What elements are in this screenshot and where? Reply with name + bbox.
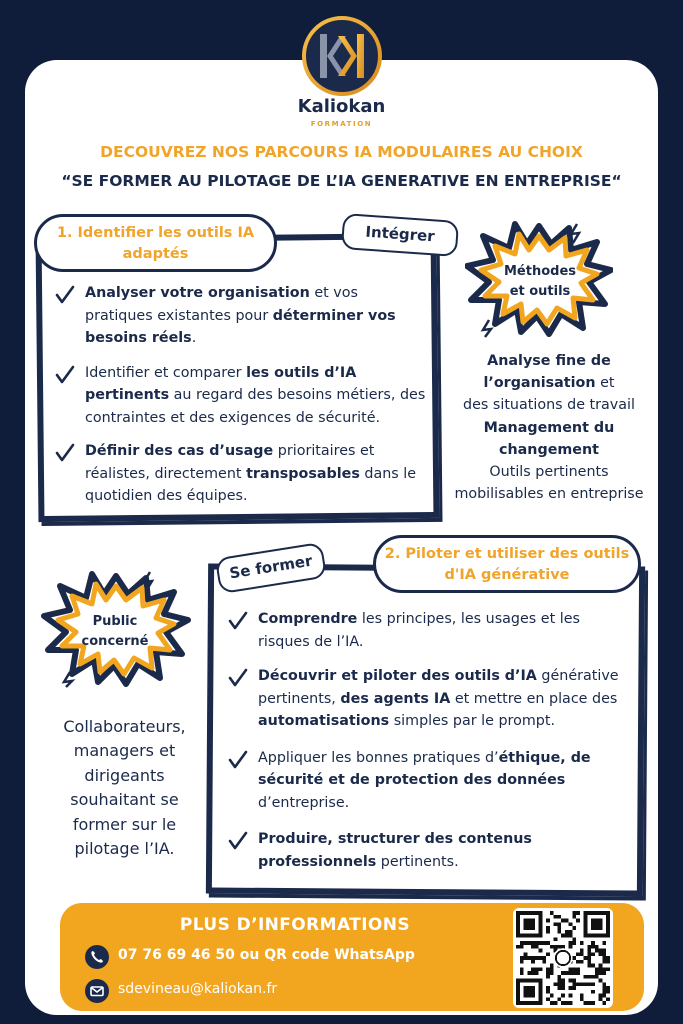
text-run: d’entreprise. [258,794,350,811]
list-item [52,440,428,508]
brand-subtitle: FORMATION [310,120,373,128]
checkmark-icon [54,442,76,464]
module2-tag: Se former [215,542,327,594]
text-run: les principes, les usages et les risques de l’IA. [258,611,580,650]
list-item [52,282,428,350]
text-run: l’organisation [483,375,596,392]
audience-line: souhaitant se [70,790,179,810]
audience-line: Collaborateurs, [63,717,186,736]
module2-title-line1: 2. Piloter et utiliser des outils [384,546,630,562]
audience-label-line2: concerné [81,634,149,650]
module1-title-line1: 1. Identifier les outils IA [56,225,255,241]
mail-icon [85,979,109,1003]
text-run: . [191,330,197,346]
audience-line: dirigeants [84,765,165,785]
text-run: Appliquer les bonnes pratiques d’ [258,749,499,766]
checkmark-icon [54,284,76,306]
module1-items [52,282,428,508]
headline-secondary: “SE FORMER AU PILOTAGE DE L’IA GENERATIVE EN ENTREPRISE“ [61,172,622,190]
footer-title: PLUS D’INFORMATIONS [179,915,411,935]
methods-line [438,350,660,372]
text-run: mobilisables en entreprise [454,486,644,503]
module1-title [34,214,277,272]
text-run: et [595,375,615,392]
qr-code-pattern [516,911,610,1005]
list-item [225,665,635,733]
text-run: Produire, structurer des contenus professionnels [258,831,532,870]
text-run: déterminer vos besoins réels [85,307,396,346]
checkmark-icon [227,667,249,689]
text-run: éthique, de sécurité et de protection des données [258,749,591,788]
brand-name: Kaliokan [297,96,386,117]
methods-line [438,372,660,394]
text-run: des agents IA [340,690,451,707]
checkmark-icon [227,749,249,771]
text-run: prioritaires et réalistes, directement [85,443,375,482]
text-run: Comprendre [258,611,358,627]
text-run: générative pertinents, [258,668,619,707]
phone-icon [85,945,109,969]
module1-title-line2: adaptés [122,246,189,263]
methods-text [438,350,660,505]
audience-text [42,715,207,861]
methods-line [438,439,660,461]
kaliokan-logo [300,14,384,98]
text-run: Découvrir et piloter des outils d’IA [258,668,537,684]
list-item [52,362,428,430]
text-run: et vos pratiques existantes pour [85,285,358,324]
text-run: Analyse fine de [487,353,611,369]
audience-line: managers et [73,741,176,761]
text-run: Outils pertinents [489,464,609,481]
contact-footer [60,903,644,1011]
checkmark-icon [227,830,249,852]
methods-label-line2: et outils [509,284,571,300]
methods-line [438,394,660,416]
headline-primary: DECOUVREZ NOS PARCOURS IA MODULAIRES AU CHOIX [100,143,583,161]
text-run: pertinents. [376,853,459,870]
text-run: simples par le prompt. [389,713,556,729]
module2-title [373,535,641,593]
audience-label [65,612,165,652]
audience-line: pilotage l’IA. [74,839,175,859]
text-run: changement [498,441,599,458]
list-item [225,608,635,653]
text-run: automatisations [258,713,390,729]
list-item [225,747,635,815]
audience-label-line1: Public [92,614,138,629]
text-run: et mettre en place des [450,690,618,707]
checkmark-icon [227,610,249,632]
methods-line [438,483,660,505]
audience-line: former sur le [72,814,177,834]
methods-label-line1: Méthodes [503,264,576,279]
methods-label [490,262,590,302]
list-item [225,828,635,873]
text-run: Identifier et comparer [85,364,247,381]
text-run: Analyser votre organisation [85,285,310,301]
text-run: transposables [246,465,360,482]
methods-line [438,417,660,439]
module2-items [225,608,635,873]
methods-line [438,461,660,483]
text-run: Définir des cas d’usage [85,443,274,459]
text-run: les outils d’IA pertinents [85,364,357,403]
whatsapp-qr-code[interactable] [513,908,613,1008]
email-text: sdevineau@kaliokan.fr [118,981,278,997]
text-run: dans le quotidien des équipes. [85,465,417,504]
text-run: au regard des besoins métiers, des contraintes et des exigences de sécurité. [85,387,426,426]
checkmark-icon [54,364,76,386]
text-run: Management du [483,419,615,436]
module2-title-line2: d'IA générative [444,567,570,584]
phone-text: 07 76 69 46 50 ou QR code WhatsApp [118,947,415,963]
text-run: des situations de travail [463,397,635,414]
module1-tag: Intégrer [341,213,459,257]
